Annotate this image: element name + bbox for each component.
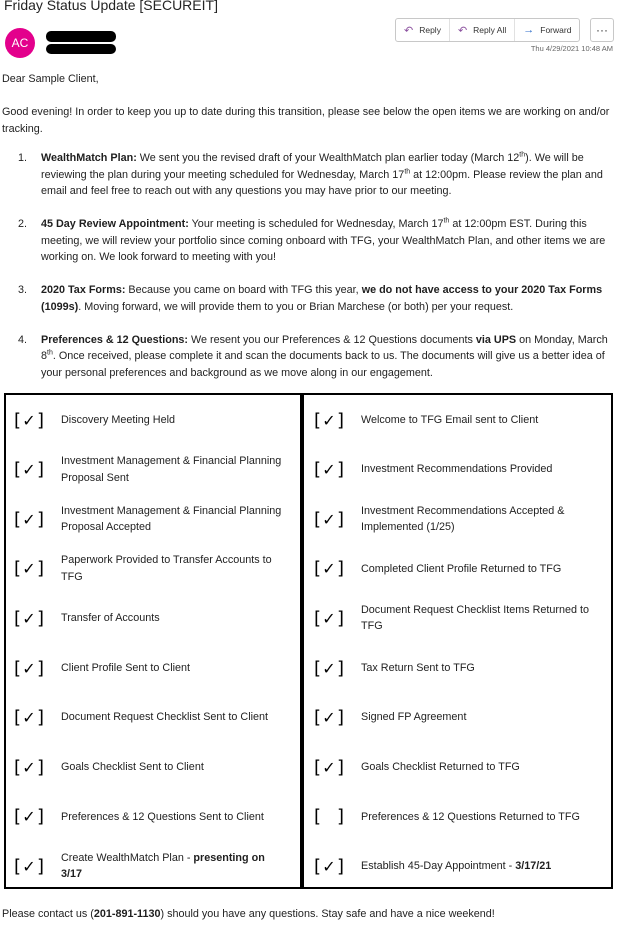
list-item-emphasis: via UPS (475, 333, 517, 346)
closing-text: ) should you have any questions. Stay safe and have a nice weekend! (160, 908, 495, 920)
bracket-close: ] (36, 707, 44, 729)
check-mark: ✓ (322, 757, 336, 777)
list-item-text: Because you came on board with TFG this year, (125, 284, 362, 296)
checklist-item-label (361, 759, 601, 776)
checklist-item-text: Investment Recommendations Provided (361, 463, 553, 476)
check-mark: ✓ (322, 460, 336, 480)
checklist-item-text: Establish 45-Day Appointment - (361, 860, 516, 873)
reply-label: Reply (419, 25, 441, 35)
check-mark: ✓ (22, 708, 36, 728)
checklist-item-label (61, 660, 288, 677)
bracket-close: ] (336, 806, 344, 828)
list-item-title: 2020 Tax Forms: (41, 284, 126, 296)
reply-all-label: Reply All (473, 25, 507, 35)
list-item-text: at 12:00pm EST. During this meeting, we will review your portfolio since coming onboard with TFG, your WealthMatch Plan, and other items we are working on. We look forward to meeting with you! (41, 218, 606, 263)
bracket-close: ] (36, 409, 44, 431)
forward-icon: → (523, 24, 535, 36)
checklist-row (306, 792, 611, 842)
check-mark: ✓ (322, 856, 336, 876)
closing-text: Please contact us ( (2, 908, 94, 920)
ordinal-suffix: th (519, 151, 526, 159)
bracket-close: ] (336, 607, 344, 629)
list-item-number: 1. (18, 152, 28, 164)
sender-avatar[interactable]: AC (5, 28, 35, 58)
checklist-row (6, 593, 298, 643)
bracket-open: [ (14, 558, 22, 580)
check-mark: ✓ (22, 559, 36, 579)
bracket-close: ] (36, 806, 44, 828)
check-mark: ✓ (22, 856, 36, 876)
status-checklist (4, 393, 613, 889)
contact-phone: 201-891-1130 (93, 908, 161, 920)
bracket-close: ] (336, 558, 344, 580)
bracket-open: [ (14, 855, 22, 877)
checklist-row (306, 643, 611, 693)
check-mark: ✓ (22, 757, 36, 777)
checklist-left-column (6, 395, 298, 887)
checklist-item-label (361, 461, 601, 478)
list-item (18, 150, 612, 200)
checklist-item-label (361, 561, 601, 578)
checked-box-icon (14, 506, 44, 532)
email-subject: Friday Status Update [SECUREIT] (4, 0, 218, 13)
bracket-close: ] (36, 508, 44, 530)
list-item-text: . Once received, please complete it and scan the documents back to us. The documents will give us a better idea of your personal preferences and background as we move along in our engagement. (41, 350, 605, 379)
checklist-item-text: Create WealthMatch Plan - (61, 851, 194, 864)
bracket-close: ] (36, 855, 44, 877)
checklist-item-emphasis: 3/17/21 (515, 860, 552, 873)
checklist-row (6, 792, 298, 842)
checklist-item-label (61, 453, 288, 486)
list-item-title: Preferences & 12 Questions: (41, 333, 189, 346)
checked-box-icon (14, 804, 44, 830)
bracket-open: [ (14, 508, 22, 530)
checklist-row (6, 544, 298, 594)
list-item (18, 216, 612, 266)
check-mark: ✓ (322, 658, 336, 678)
bracket-open: [ (314, 657, 322, 679)
checked-box-icon (14, 853, 44, 879)
bracket-close: ] (36, 756, 44, 778)
checklist-row (306, 693, 611, 743)
bracket-close: ] (336, 707, 344, 729)
reply-button[interactable] (396, 19, 450, 41)
check-mark: ✓ (22, 807, 36, 827)
list-item-text: at 12:00pm. Please review the plan and email and feel free to reach out with any questions you may have prior to our meeting. (41, 168, 603, 197)
checklist-item-text: Tax Return Sent to TFG (361, 661, 475, 674)
check-mark: ✓ (322, 559, 336, 579)
list-item-text: ). We will be reviewing the plan during your meeting scheduled for Wednesday, March 17 (41, 152, 584, 181)
checklist-item-label (61, 850, 288, 883)
checklist-row (6, 494, 298, 544)
forward-label: Forward (540, 25, 572, 35)
checklist-item-text: Client Profile Sent to Client (61, 661, 191, 674)
bracket-open: [ (314, 806, 322, 828)
checklist-row (6, 395, 298, 445)
bracket-close: ] (336, 459, 344, 481)
checklist-right-column (306, 395, 611, 887)
checklist-item-label (61, 709, 288, 726)
checklist-row (6, 643, 298, 693)
bracket-close: ] (36, 459, 44, 481)
bracket-close: ] (336, 756, 344, 778)
checked-box-icon (314, 754, 344, 780)
list-item-text: . Moving forward, we will provide them to you or Brian Marchese (or both) per your request. (78, 300, 514, 313)
list-item-number: 2. (18, 218, 28, 230)
checklist-item-label (361, 660, 601, 677)
more-actions-button[interactable]: ··· (590, 18, 614, 42)
check-mark: ✓ (22, 410, 36, 430)
list-item-text: Your meeting is scheduled for Wednesday, March 17 (188, 218, 444, 230)
bracket-close: ] (336, 657, 344, 679)
checklist-item-text: Goals Checklist Sent to Client (61, 760, 204, 773)
checklist-item-label (61, 610, 288, 627)
checked-box-icon (314, 457, 344, 483)
checklist-item-label (61, 552, 288, 585)
checklist-item-text: Document Request Checklist Sent to Client (61, 711, 269, 724)
checked-box-icon (14, 605, 44, 631)
checked-box-icon (314, 556, 344, 582)
check-mark: ✓ (22, 608, 36, 628)
checklist-item-label (61, 759, 288, 776)
redacted-sender-name (46, 31, 116, 42)
checklist-item-text: Welcome to TFG Email sent to Client (361, 413, 539, 426)
bracket-open: [ (314, 459, 322, 481)
checklist-item-label (361, 858, 601, 875)
closing-line (2, 908, 495, 920)
bracket-open: [ (314, 707, 322, 729)
checklist-item-text: Preferences & 12 Questions Sent to Client (61, 810, 264, 823)
checklist-item-text: Goals Checklist Returned to TFG (361, 760, 520, 773)
checklist-item-label (361, 709, 601, 726)
bracket-open: [ (314, 756, 322, 778)
checklist-row (306, 494, 611, 544)
sent-date: Thu 4/29/2021 10:48 AM (530, 44, 613, 53)
bracket-close: ] (36, 607, 44, 629)
check-mark: ✓ (322, 410, 336, 430)
checklist-row (306, 395, 611, 445)
checklist-item-text: Transfer of Accounts (61, 612, 160, 625)
list-item-number: 3. (18, 284, 28, 296)
checked-box-icon (14, 705, 44, 731)
checklist-row (306, 593, 611, 643)
list-item-text: We resent you our Preferences & 12 Questions documents (188, 333, 476, 346)
checklist-row (306, 841, 611, 891)
checked-box-icon (314, 506, 344, 532)
bracket-close: ] (336, 855, 344, 877)
bracket-open: [ (14, 607, 22, 629)
reply-icon: ↶ (404, 24, 414, 37)
list-item (18, 282, 612, 315)
check-mark: ✓ (322, 509, 336, 529)
bracket-close: ] (336, 409, 344, 431)
open-items-list (18, 150, 612, 398)
bracket-open: [ (314, 508, 322, 530)
checklist-item-text: Signed FP Agreement (361, 711, 467, 724)
checklist-item-emphasis: presenting on 3/17 (61, 851, 265, 881)
checked-box-icon (14, 407, 44, 433)
checklist-item-text: Document Request Checklist Items Returned to TFG (361, 603, 590, 633)
list-item-text: on Monday, March 8 (41, 333, 608, 362)
bracket-close: ] (36, 657, 44, 679)
checked-box-icon (314, 655, 344, 681)
checked-box-icon (314, 705, 344, 731)
bracket-open: [ (14, 756, 22, 778)
checked-box-icon (314, 605, 344, 631)
greeting: Dear Sample Client, (2, 73, 99, 85)
forward-button[interactable] (515, 19, 579, 41)
checklist-row (6, 742, 298, 792)
check-mark: ✓ (22, 658, 36, 678)
checklist-row (6, 841, 298, 891)
checked-box-icon (314, 407, 344, 433)
list-item-text: We sent you the revised draft of your WealthMatch plan earlier today (March 12 (136, 152, 520, 164)
bracket-open: [ (314, 558, 322, 580)
checked-box-icon (14, 655, 44, 681)
checklist-item-text: Investment Management & Financial Planning Proposal Sent (61, 455, 282, 484)
ordinal-suffix: th (404, 167, 411, 175)
checklist-item-label (361, 412, 601, 429)
list-item-title: WealthMatch Plan: (41, 152, 137, 164)
bracket-open: [ (314, 855, 322, 877)
list-item-title: 45 Day Review Appointment: (41, 218, 189, 230)
intro-paragraph: Good evening! In order to keep you up to date during this transition, please see below the open items we are working on and/or tracking. (2, 106, 610, 135)
check-mark: ✓ (22, 509, 36, 529)
checklist-item-text: Investment Management & Financial Planning Proposal Accepted (61, 504, 282, 534)
checklist-item-text: Paperwork Provided to Transfer Accounts to TFG (61, 554, 272, 583)
checked-box-icon (14, 457, 44, 483)
checklist-item-label (361, 809, 601, 826)
bracket-open: [ (14, 707, 22, 729)
checklist-item-text: Completed Client Profile Returned to TFG (361, 562, 562, 575)
check-mark: ✓ (322, 708, 336, 728)
checklist-item-label (361, 602, 601, 635)
reply-all-icon: ↶ (457, 24, 468, 37)
checked-box-icon (14, 754, 44, 780)
list-item-number: 4. (18, 333, 28, 346)
checklist-item-text: Discovery Meeting Held (61, 413, 176, 426)
checklist-item-label (361, 503, 601, 536)
checked-box-icon (14, 556, 44, 582)
check-mark: ✓ (22, 460, 36, 480)
checklist-row (6, 445, 298, 495)
bracket-open: [ (314, 409, 322, 431)
checklist-row (306, 544, 611, 594)
bracket-close: ] (336, 508, 344, 530)
redacted-sender-email (46, 44, 116, 54)
bracket-open: [ (14, 409, 22, 431)
checklist-item-text: Preferences & 12 Questions Returned to TFG (361, 810, 580, 823)
bracket-open: [ (314, 607, 322, 629)
bracket-open: [ (14, 657, 22, 679)
list-item (18, 332, 612, 382)
checklist-row (306, 445, 611, 495)
checklist-row (306, 742, 611, 792)
checklist-item-label (61, 503, 288, 536)
checklist-item-label (61, 809, 288, 826)
reply-all-button[interactable] (450, 19, 515, 41)
column-divider (300, 395, 304, 887)
message-actions (395, 18, 580, 42)
checklist-item-text: Investment Recommendations Accepted & Implemented (1/25) (361, 504, 565, 534)
empty-box-icon (314, 804, 344, 830)
checklist-row (6, 693, 298, 743)
checked-box-icon (314, 853, 344, 879)
checklist-item-label (61, 412, 288, 429)
ordinal-suffix: th (443, 217, 450, 225)
bracket-open: [ (14, 459, 22, 481)
bracket-close: ] (36, 558, 44, 580)
bracket-open: [ (14, 806, 22, 828)
check-mark: ✓ (322, 608, 336, 628)
ordinal-suffix: th (47, 349, 53, 357)
list-item-emphasis: we do not have access to your 2020 Tax Forms (1099s) (41, 284, 603, 313)
